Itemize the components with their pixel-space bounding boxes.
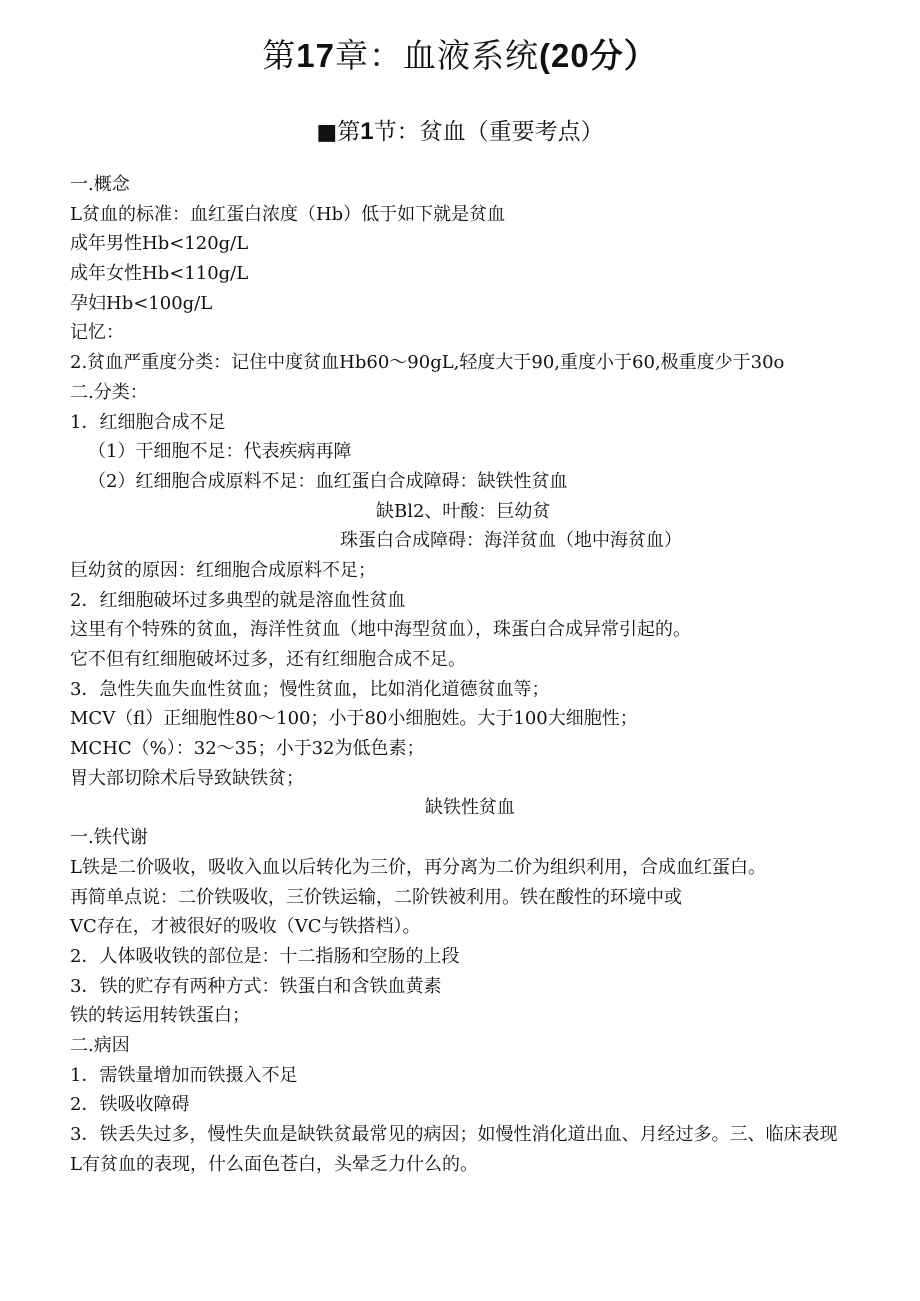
chapter-title-prefix: 第 — [262, 36, 297, 75]
text-line: 2．人体吸收铁的部位是：十二指肠和空肠的上段 — [70, 945, 460, 967]
text-line: 成年男性Hb<120g/L — [70, 233, 249, 255]
text-line: 记忆： — [70, 322, 124, 344]
text-line: 再简单点说：二价铁吸收，三价铁运输，二阶铁被利用。铁在酸性的环境中或 — [70, 886, 682, 908]
text-line: 1．需铁量增加而铁摄入不足 — [70, 1064, 298, 1086]
text-line: MCV（fl）正细胞性80～100；小于80小细胞姓。大于100大细胞性； — [70, 708, 638, 730]
text-line: （1）干细胞不足：代表疾病再障 — [88, 441, 352, 463]
text-line: 1．红细胞合成不足 — [70, 411, 226, 433]
section-number: 1 — [360, 118, 374, 145]
chapter-number: 17 — [296, 37, 335, 74]
text-line: MCHC（%）：32～35；小于32为低色素； — [70, 738, 425, 760]
text-line: 铁的转运用转铁蛋白； — [70, 1005, 250, 1027]
text-line: 3．铁丢失过多，慢性失血是缺铁贫最常见的病因；如慢性消化道出血、月经过多。三、临床表现 — [70, 1124, 838, 1145]
text-line: L贫血的标准：血红蛋白浓度（Hb）低于如下就是贫血 — [70, 203, 506, 225]
text-line: 2.贫血严重度分类：记住中度贫血Hb60～90gL,轻度大于90,重度小于60,极重度少于30o — [70, 352, 785, 374]
heading-concept: 一.概念 — [70, 174, 130, 195]
chapter-title — [0, 30, 920, 77]
section-title — [0, 113, 920, 146]
text-line: 这里有个特殊的贫血，海洋性贫血（地中海型贫血），珠蛋白合成异常引起的。 — [70, 619, 691, 641]
section-title-prefix: 第 — [337, 119, 361, 145]
document-body — [70, 170, 870, 1179]
text-line: L有贫血的表现，什么面色苍白，头晕乏力什么的。 — [70, 1153, 478, 1175]
square-bullet-icon: ■ — [316, 120, 338, 145]
text-line: 巨幼贫的原因：红细胞合成原料不足； — [70, 559, 376, 581]
text-line: 缺Bl2、叶酸：巨幼贫 — [376, 500, 551, 522]
heading-etiology: 二.病因 — [70, 1034, 130, 1056]
text-line: VC存在，才被很好的吸收（VC与铁搭档）。 — [70, 916, 421, 938]
text-line: 2．红细胞破坏过多典型的就是溶血性贫血 — [70, 589, 406, 611]
heading-classification: 二.分类： — [70, 381, 148, 403]
text-line: 3．急性失血失血性贫血；慢性贫血，比如消化道德贫血等； — [70, 678, 550, 700]
chapter-title-text: 章：血液系统 — [335, 36, 539, 75]
text-line: 孕妇Hb<100g/L — [70, 292, 213, 314]
text-line: 胃大部切除术后导致缺铁贫； — [70, 767, 304, 789]
text-line: （2）红细胞合成原料不足：血红蛋白合成障碍：缺铁性贫血 — [88, 470, 568, 492]
text-line: 珠蛋白合成障碍：海洋贫血（地中海贫血） — [340, 530, 682, 552]
text-line: 成年女性Hb<110g/L — [70, 263, 249, 285]
text-line: L铁是二价吸收，吸收入血以后转化为三价，再分离为二价为组织利用，合成血红蛋白。 — [70, 856, 766, 878]
heading-iron-metabolism: 一.铁代谢 — [70, 827, 148, 849]
chapter-score: (20分） — [539, 37, 658, 74]
subsection-title: 缺铁性贫血 — [425, 797, 515, 819]
text-line: 它不但有红细胞破坏过多，还有红细胞合成不足。 — [70, 649, 466, 670]
section-title-text: 节：贫血（重要考点） — [373, 119, 604, 145]
text-line: 3．铁的贮存有两种方式：铁蛋白和含铁血黄素 — [70, 975, 442, 997]
text-line: 2．铁吸收障碍 — [70, 1094, 190, 1116]
